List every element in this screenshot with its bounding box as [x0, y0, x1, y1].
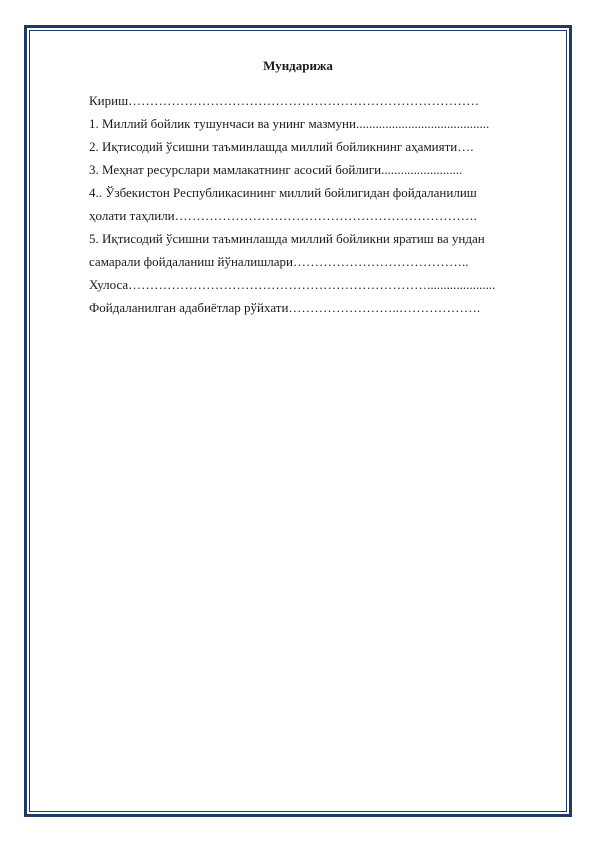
page-title: Мундарижа: [263, 58, 333, 73]
toc-item-4-line-1[interactable]: 4.. Ўзбекистон Республикасининг миллий бойлигидан фойдаланилиш: [89, 185, 477, 200]
table-of-contents: [89, 89, 529, 319]
toc-item-3[interactable]: 3. Меҳнат ресурслари мамлакатнинг асосий бойлиги.........................: [89, 162, 463, 177]
toc-item-introduction[interactable]: Кириш………………………………………………………………………: [89, 93, 480, 108]
toc-item-2[interactable]: 2. Иқтисодий ўсишни таъминлашда миллий бойликнинг аҳамияти….: [89, 139, 474, 154]
toc-item-1[interactable]: 1. Миллий бойлик тушунчаси ва унинг мазмуни.........................................: [89, 116, 490, 131]
toc-item-references[interactable]: Фойдаланилган адабиётлар рўйхати……………………..……………….: [89, 300, 481, 315]
toc-item-5-line-1[interactable]: 5. Иқтисодий ўсишни таъминлашда миллий бойликни яратиш ва ундан: [89, 231, 485, 246]
toc-item-conclusion[interactable]: Хулоса…………………………………………………………….....................: [89, 277, 496, 292]
toc-item-4-line-2[interactable]: ҳолати таҳлили…………………………………………………………….: [89, 208, 477, 223]
toc-item-5-line-2[interactable]: самарали фойдаланиш йўналишлари…………………………………..: [89, 254, 469, 269]
